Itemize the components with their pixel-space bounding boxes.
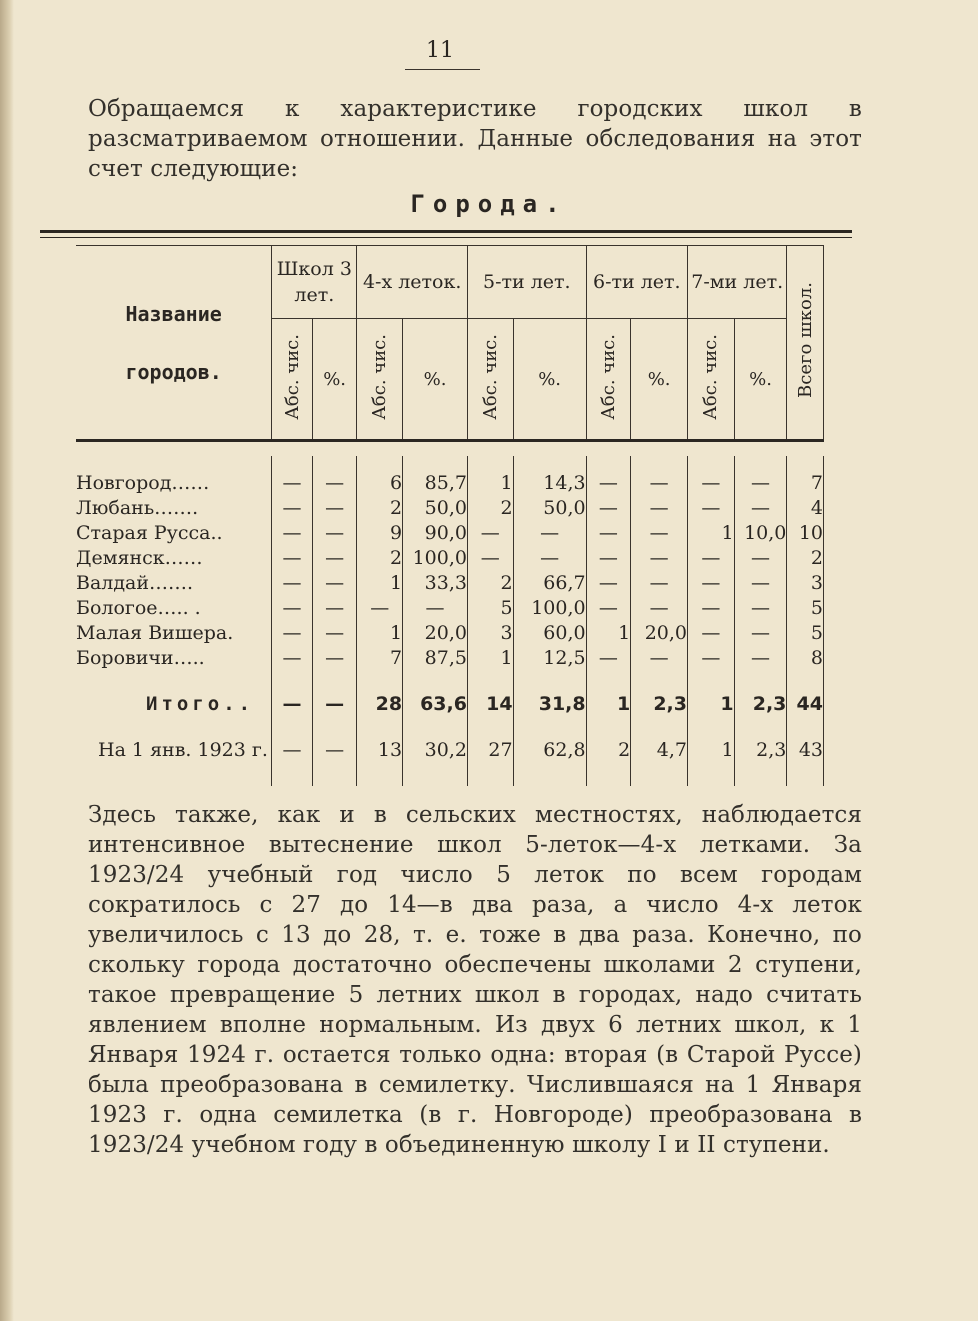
table-cell: — [272, 620, 313, 645]
table-cell: 5 [467, 595, 513, 620]
city-name: Старая Русса.. [76, 521, 223, 544]
table-cell: 85,7 [403, 470, 468, 495]
intro-paragraph [88, 94, 862, 184]
table-cell: — [631, 570, 688, 595]
table-cell: — [312, 570, 357, 595]
table-cell: 63,6 [403, 684, 468, 724]
table-cell: — [734, 620, 787, 645]
table-cell: 33,3 [403, 570, 468, 595]
table-cell: — [631, 595, 688, 620]
table-cell: 28 [357, 684, 403, 724]
table-cell: — [734, 570, 787, 595]
section-title: Города. [410, 190, 568, 218]
table-cell: 10 [787, 520, 824, 545]
table-cell: 31,8 [513, 684, 586, 724]
table-cell: — [272, 595, 313, 620]
table-cell: 2 [586, 724, 631, 776]
table-cell: — [272, 545, 313, 570]
table-cell: 3 [467, 620, 513, 645]
city-name: Демянск…… [76, 546, 203, 569]
city-name: Малая Вишера. [76, 621, 234, 644]
table-cell: — [272, 570, 313, 595]
table-cell: — [734, 595, 787, 620]
table-cell: 100,0 [513, 595, 586, 620]
city-name: Любань……. [76, 496, 199, 519]
table-cell: — [631, 645, 688, 670]
table-row [76, 595, 824, 620]
table-cell: — [734, 645, 787, 670]
table-cell: 100,0 [403, 545, 468, 570]
table-cell: — [688, 620, 735, 645]
table-cell: 1 [357, 570, 403, 595]
table-cell: — [513, 545, 586, 570]
table-cell: — [586, 545, 631, 570]
table-cell: — [586, 520, 631, 545]
spacer-row [76, 670, 824, 684]
table-cell: 66,7 [513, 570, 586, 595]
table-cell: 50,0 [403, 495, 468, 520]
group-header-4yr: 4-х леток. [357, 246, 468, 319]
table-cell: 44 [787, 684, 824, 724]
abs-header-text: Абс. чис. [281, 333, 303, 420]
table-cell: 1 [688, 684, 735, 724]
table-cell: 2 [467, 495, 513, 520]
table-cell: — [734, 495, 787, 520]
table-cell: — [312, 724, 357, 776]
table-cell: — [688, 495, 735, 520]
abs-header-text: Абс. чис. [369, 333, 391, 420]
table-cell: 20,0 [631, 620, 688, 645]
total-schools-header [787, 246, 824, 441]
page-number-rule [405, 69, 480, 70]
table-cell: 2 [787, 545, 824, 570]
pct-header: %. [734, 319, 787, 441]
table-cell: 50,0 [513, 495, 586, 520]
table-cell: 27 [467, 724, 513, 776]
group-header-6yr: 6-ти лет. [586, 246, 687, 319]
table-cell: — [586, 470, 631, 495]
table-row [76, 620, 824, 645]
group-header-5yr: 5-ти лет. [467, 246, 586, 319]
abs-header [688, 319, 735, 441]
table-cell: 3 [787, 570, 824, 595]
table-cell: 1 [467, 645, 513, 670]
abs-header [272, 319, 313, 441]
table-cell: — [631, 545, 688, 570]
table-cell: 5 [787, 595, 824, 620]
table-cell: — [357, 595, 403, 620]
table-cell: — [272, 645, 313, 670]
city-name-header: Название городов. [76, 246, 272, 441]
body-paragraph [88, 800, 862, 1160]
table-cell: 1 [688, 520, 735, 545]
table-cell: 1 [688, 724, 735, 776]
table-cell: — [312, 684, 357, 724]
table-cell: 60,0 [513, 620, 586, 645]
abs-header [357, 319, 403, 441]
table-cell: — [312, 645, 357, 670]
table-cell: — [631, 495, 688, 520]
abs-header [586, 319, 631, 441]
table-cell: 9 [357, 520, 403, 545]
table-cell: — [312, 470, 357, 495]
pct-header: %. [631, 319, 688, 441]
table-cell: 1 [357, 620, 403, 645]
spacer-row [76, 776, 824, 786]
table-cell: 2,3 [734, 724, 787, 776]
table-row [76, 470, 824, 495]
table-cell: — [688, 545, 735, 570]
pct-header: %. [312, 319, 357, 441]
city-name: Валдай……. [76, 571, 194, 594]
table-cell: — [312, 620, 357, 645]
table-cell: 1 [586, 620, 631, 645]
table-cell: 1 [467, 470, 513, 495]
group-header-7yr: 7-ми лет. [688, 246, 787, 319]
page-number: 11 [426, 38, 454, 63]
city-schools-table [76, 245, 824, 786]
table-cell: 90,0 [403, 520, 468, 545]
intro-text: Обращаемся к характеристике городских школ в разсматриваемом отношении. Данные обследования на этот счет следующие: [88, 96, 862, 182]
table-cell: — [734, 470, 787, 495]
table-cell: 14 [467, 684, 513, 724]
abs-header-text: Абс. чис. [479, 333, 501, 420]
table-cell: 2 [467, 570, 513, 595]
jan-1923-row [76, 724, 824, 776]
table-cell: — [631, 470, 688, 495]
spacer-row [76, 456, 824, 470]
table-cell: — [467, 520, 513, 545]
table-cell: — [272, 470, 313, 495]
table-cell: — [272, 724, 313, 776]
body-text: Здесь также, как и в сельских местностях, наблюдается интенсивное вытеснение школ 5-леток—4-х летками. За 1923/24 учебный год число 5 леток по всем городам сократилось с 27 до 14—в два раза, а число 4-х леток увеличилось с 13 до 28, т. е. тоже в два раза. Конечно, по скольку города достаточно обеспечены школами 2 ступени, такое превращение 5 летних школ в городах, надо считать явлением вполне нормальным. Из двух 6 летних школ, к 1 Января 1924 г. остается только одна: вторая (в Старой Руссе) была преобразована в семилетку. Числившаяся на 1 Января 1923 г. одна семилетка (в г. Новгороде) преобразована в 1923/24 учебном году в объединенную школу I и II ступени. [88, 802, 862, 1158]
table-cell: 2 [357, 545, 403, 570]
table-row [76, 495, 824, 520]
total-schools-header-text: Всего школ. [794, 282, 816, 398]
table-cell: 4 [787, 495, 824, 520]
city-name: Новгород…… [76, 471, 210, 494]
city-name: На 1 янв. 1923 г. [98, 739, 268, 761]
city-name: Боровичи….. [76, 646, 205, 669]
table-cell: 2,3 [631, 684, 688, 724]
table-cell: 43 [787, 724, 824, 776]
table-cell: 2 [357, 495, 403, 520]
table-row [76, 545, 824, 570]
total-row [76, 684, 824, 724]
table-cell: — [272, 684, 313, 724]
table-cell: — [272, 520, 313, 545]
pct-header: %. [513, 319, 586, 441]
table-cell: 7 [357, 645, 403, 670]
city-name: Итого.. [146, 693, 255, 715]
table-cell: — [312, 545, 357, 570]
table-cell: — [312, 495, 357, 520]
group-header-3yr: Школ 3 лет. [272, 246, 357, 319]
table-cell: — [312, 595, 357, 620]
table-cell: — [272, 495, 313, 520]
table-cell: 30,2 [403, 724, 468, 776]
table-cell: 8 [787, 645, 824, 670]
table-cell: — [586, 645, 631, 670]
table-cell: — [688, 470, 735, 495]
abs-header-text: Абс. чис. [597, 333, 619, 420]
abs-header [467, 319, 513, 441]
table-cell: 14,3 [513, 470, 586, 495]
table-cell: — [734, 545, 787, 570]
table-cell: 5 [787, 620, 824, 645]
table-cell: — [688, 570, 735, 595]
table-top-rule [40, 230, 852, 233]
table-cell: — [312, 520, 357, 545]
table-row [76, 520, 824, 545]
table-cell: 13 [357, 724, 403, 776]
table-cell: — [403, 595, 468, 620]
table-cell: — [586, 495, 631, 520]
header-separator [76, 441, 824, 457]
table-cell: 7 [787, 470, 824, 495]
table-cell: 10,0 [734, 520, 787, 545]
table-cell: — [688, 595, 735, 620]
city-name: Бологое….. . [76, 596, 201, 619]
table-row [76, 570, 824, 595]
table-cell: 2,3 [734, 684, 787, 724]
table-cell: 6 [357, 470, 403, 495]
table-cell: — [467, 545, 513, 570]
table-cell: 87,5 [403, 645, 468, 670]
pct-header: %. [403, 319, 468, 441]
table-cell: — [513, 520, 586, 545]
table-row [76, 645, 824, 670]
table-cell: — [631, 520, 688, 545]
table-cell: 62,8 [513, 724, 586, 776]
table-cell: — [586, 595, 631, 620]
table-cell: 4,7 [631, 724, 688, 776]
table-cell: 20,0 [403, 620, 468, 645]
abs-header-text: Абс. чис. [700, 333, 722, 420]
table-cell: — [688, 645, 735, 670]
table-cell: — [586, 570, 631, 595]
table-cell: 12,5 [513, 645, 586, 670]
table-top-rule-thin [40, 237, 852, 238]
table-cell: 1 [586, 684, 631, 724]
